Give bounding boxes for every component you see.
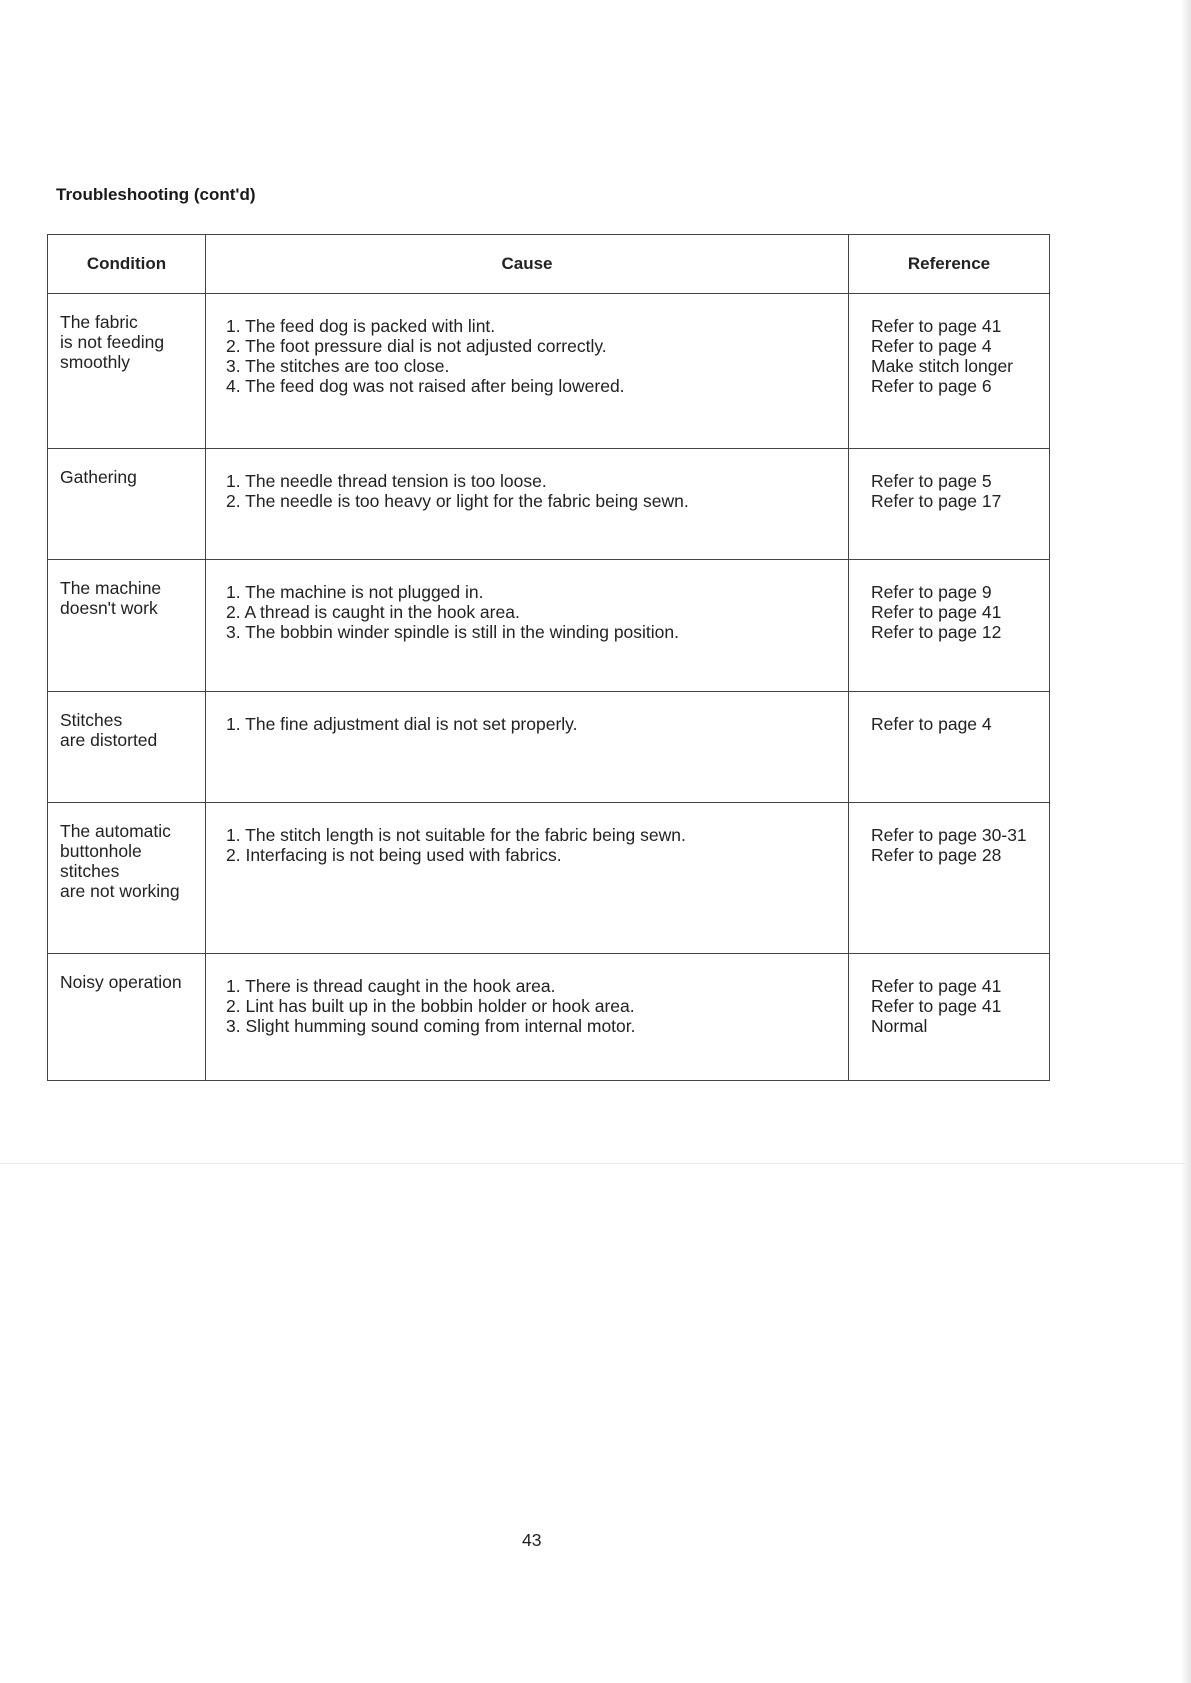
condition-cell	[48, 294, 206, 449]
condition-line: are not working	[60, 881, 180, 901]
page-title: Troubleshooting (cont'd)	[56, 185, 256, 204]
cause-line: 2. The needle is too heavy or light for the fabric being sewn.	[226, 491, 689, 511]
condition-line: Stitches	[60, 710, 123, 730]
reference-line: Refer to page 6	[871, 376, 992, 396]
cause-line: 4. The feed dog was not raised after being lowered.	[226, 376, 625, 396]
table-row	[48, 560, 1050, 692]
condition-cell	[48, 449, 206, 560]
cause-line: 3. Slight humming sound coming from internal motor.	[226, 1016, 636, 1036]
cause-cell	[206, 560, 849, 692]
reference-line: Make stitch longer	[871, 356, 1014, 376]
table-row	[48, 954, 1050, 1081]
table-row	[48, 692, 1050, 803]
cause-line: 2. A thread is caught in the hook area.	[226, 602, 520, 622]
header-reference: Reference	[849, 235, 1050, 294]
cause-line: 1. There is thread caught in the hook area.	[226, 976, 556, 996]
condition-line: The machine	[60, 578, 162, 598]
table-header-row	[48, 235, 1050, 294]
cause-cell	[206, 294, 849, 449]
condition-line: smoothly	[60, 352, 131, 372]
page-edge-shadow	[1181, 0, 1191, 1683]
cause-line: 1. The machine is not plugged in.	[226, 582, 484, 602]
reference-line: Refer to page 28	[871, 845, 1002, 865]
reference-line: Refer to page 41	[871, 996, 1002, 1016]
condition-line: is not feeding	[60, 332, 165, 352]
reference-cell	[849, 692, 1050, 803]
cause-line: 2. Interfacing is not being used with fabrics.	[226, 845, 562, 865]
condition-line: doesn't work	[60, 598, 158, 618]
condition-line: Noisy operation	[60, 972, 182, 992]
reference-cell	[849, 560, 1050, 692]
reference-line: Refer to page 4	[871, 336, 992, 356]
header-cause: Cause	[206, 235, 849, 294]
reference-line: Refer to page 9	[871, 582, 992, 602]
cause-line: 1. The stitch length is not suitable for the fabric being sewn.	[226, 825, 686, 845]
cause-cell	[206, 954, 849, 1081]
condition-cell	[48, 954, 206, 1081]
reference-cell	[849, 954, 1050, 1081]
reference-line: Refer to page 4	[871, 714, 992, 734]
cause-cell	[206, 449, 849, 560]
cause-line: 3. The stitches are too close.	[226, 356, 450, 376]
reference-line: Refer to page 12	[871, 622, 1002, 642]
reference-line: Refer to page 17	[871, 491, 1002, 511]
condition-cell	[48, 803, 206, 954]
reference-line: Refer to page 30-31	[871, 825, 1027, 845]
condition-line: stitches	[60, 861, 120, 881]
header-condition: Condition	[48, 235, 206, 294]
reference-line: Refer to page 41	[871, 602, 1002, 622]
reference-line: Refer to page 5	[871, 471, 992, 491]
cause-line: 3. The bobbin winder spindle is still in the winding position.	[226, 622, 680, 642]
cause-line: 2. The foot pressure dial is not adjusted correctly.	[226, 336, 607, 356]
table-row	[48, 803, 1050, 954]
cause-line: 1. The fine adjustment dial is not set properly.	[226, 714, 578, 734]
reference-cell	[849, 449, 1050, 560]
reference-line: Normal	[871, 1016, 928, 1036]
condition-line: buttonhole	[60, 841, 142, 861]
condition-line: The fabric	[60, 312, 138, 332]
reference-cell	[849, 294, 1050, 449]
reference-line: Refer to page 41	[871, 976, 1002, 996]
condition-line: The automatic	[60, 821, 171, 841]
condition-cell	[48, 692, 206, 803]
reference-cell	[849, 803, 1050, 954]
troubleshooting-table	[47, 234, 1050, 1081]
table-row	[48, 294, 1050, 449]
cause-cell	[206, 803, 849, 954]
condition-cell	[48, 560, 206, 692]
page-number: 43	[522, 1530, 542, 1550]
condition-line: Gathering	[60, 467, 137, 487]
reference-line: Refer to page 41	[871, 316, 1002, 336]
condition-line: are distorted	[60, 730, 158, 750]
cause-line: 2. Lint has built up in the bobbin holder or hook area.	[226, 996, 635, 1016]
scan-fold-line	[0, 1163, 1191, 1164]
table-row	[48, 449, 1050, 560]
cause-cell	[206, 692, 849, 803]
cause-line: 1. The feed dog is packed with lint.	[226, 316, 496, 336]
cause-line: 1. The needle thread tension is too loose.	[226, 471, 547, 491]
